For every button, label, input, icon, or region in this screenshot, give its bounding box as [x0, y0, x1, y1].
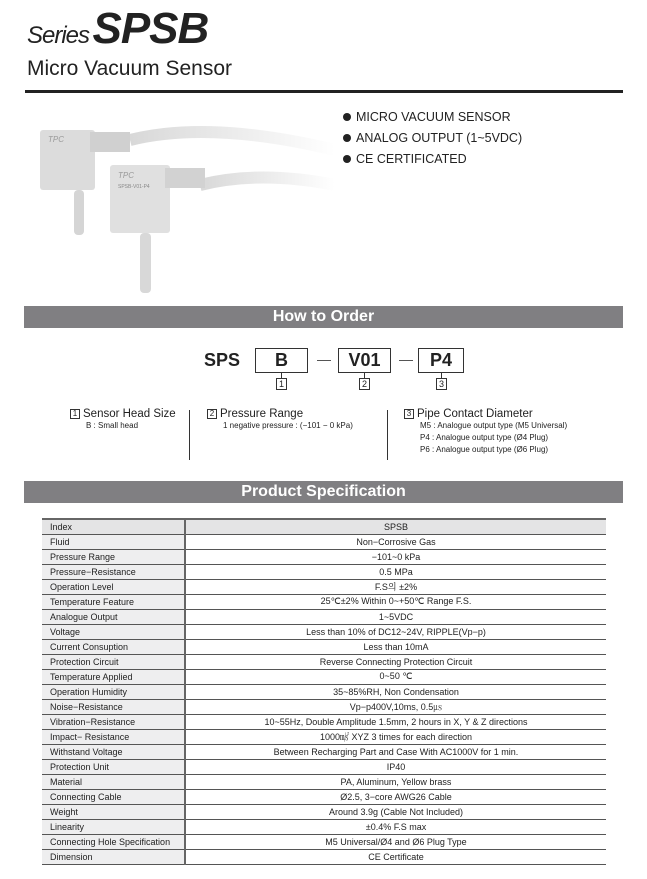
spec-value: Around 3.9g (Cable Not Included) — [185, 804, 606, 819]
spec-label: Voltage — [42, 624, 185, 639]
spec-label: Weight — [42, 804, 185, 819]
table-row — [42, 729, 606, 744]
dash — [399, 360, 413, 361]
bullet-icon — [343, 155, 351, 163]
table-row — [42, 654, 606, 669]
table-row — [42, 669, 606, 684]
bullet-icon — [343, 134, 351, 142]
feature-item — [343, 149, 522, 170]
table-row — [42, 744, 606, 759]
spec-value: 1000㎨ XYZ 3 times for each direction — [185, 729, 606, 744]
legend-detail: P4 : Analogue output type (Ø4 Plug) — [420, 433, 549, 442]
spec-label: Analogue Output — [42, 609, 185, 624]
table-row — [42, 579, 606, 594]
spec-label: Pressure Range — [42, 549, 185, 564]
table-row — [42, 774, 606, 789]
spec-value: IP40 — [185, 759, 606, 774]
order-prefix: SPS — [204, 350, 241, 370]
subtitle: Micro Vacuum Sensor — [27, 57, 233, 80]
dash — [317, 360, 331, 361]
table-row — [42, 684, 606, 699]
model-name: SPSB — [92, 4, 209, 53]
table-row — [42, 819, 606, 834]
spec-label: Connecting Hole Specification — [42, 834, 185, 849]
spec-value: 1~5VDC — [185, 609, 606, 624]
spec-label: Operation Level — [42, 579, 185, 594]
legend-detail: B : Small head — [86, 421, 139, 430]
table-row — [42, 759, 606, 774]
spec-label: Linearity — [42, 819, 185, 834]
spec-label: Pressure−Resistance — [42, 564, 185, 579]
spec-label: Fluid — [42, 534, 185, 549]
spec-label: Temperature Feature — [42, 594, 185, 609]
code-box: V01 — [338, 348, 391, 373]
table-row — [42, 534, 606, 549]
spec-value: CE Certificate — [185, 849, 606, 864]
spec-value: 25℃±2% Within 0~+50℃ Range F.S. — [185, 594, 606, 609]
product-logo-2: TPC — [118, 171, 134, 180]
legend-title: Sensor Head Size — [83, 408, 176, 420]
product-image — [30, 110, 340, 300]
spec-label: Vibration−Resistance — [42, 714, 185, 729]
bullet-icon — [343, 113, 351, 121]
divider — [25, 90, 623, 93]
divider — [189, 410, 190, 460]
spec-label: Index — [42, 519, 185, 534]
spec-label: Noise−Resistance — [42, 699, 185, 714]
legend-number: 1 — [70, 409, 80, 419]
feature-list — [343, 107, 522, 170]
spec-table — [42, 518, 606, 865]
series-title — [27, 4, 208, 54]
feature-text: MICRO VACUUM SENSOR — [356, 110, 511, 124]
spec-label: Material — [42, 774, 185, 789]
spec-label: Withstand Voltage — [42, 744, 185, 759]
table-row — [42, 804, 606, 819]
product-specification-banner: Product Specification — [24, 481, 623, 503]
series-label: Series — [27, 22, 90, 49]
spec-value: M5 Universal/Ø4 and Ø6 Plug Type — [185, 834, 606, 849]
spec-label: Protection Circuit — [42, 654, 185, 669]
table-row — [42, 519, 606, 534]
code-box: B — [255, 348, 308, 373]
table-row — [42, 849, 606, 864]
spec-value: ±0.4% F.S max — [185, 819, 606, 834]
table-row — [42, 639, 606, 654]
feature-text: ANALOG OUTPUT (1~5VDC) — [356, 131, 523, 145]
legend-title: Pressure Range — [220, 408, 304, 420]
legend-head-size — [70, 408, 176, 432]
product-label: SPSB-V01-P4 — [118, 184, 150, 190]
legend-number: 2 — [207, 409, 217, 419]
spec-label: Dimension — [42, 849, 185, 864]
legend-title: Pipe Contact Diameter — [417, 408, 533, 420]
how-to-order-banner: How to Order — [24, 306, 623, 328]
spec-value: Reverse Connecting Protection Circuit — [185, 654, 606, 669]
spec-value: SPSB — [185, 519, 606, 534]
table-row — [42, 624, 606, 639]
legend-pipe-diameter — [404, 408, 567, 456]
table-row — [42, 549, 606, 564]
feature-text: CE CERTIFICATED — [356, 152, 467, 166]
table-row — [42, 609, 606, 624]
spec-value: Less than 10% of DC12~24V, RIPPLE(Vp−p) — [185, 624, 606, 639]
spec-value: −101~0 kPa — [185, 549, 606, 564]
legend-detail: 1 negative pressure : (−101 − 0 kPa) — [223, 421, 353, 430]
spec-value: 35~85%RH, Non Condensation — [185, 684, 606, 699]
spec-value: F.S의 ±2% — [185, 579, 606, 594]
spec-label: Protection Unit — [42, 759, 185, 774]
table-row — [42, 789, 606, 804]
spec-value: PA, Aluminum, Yellow brass — [185, 774, 606, 789]
spec-label: Temperature Applied — [42, 669, 185, 684]
product-logo: TPC — [48, 135, 64, 144]
spec-value: Less than 10mA — [185, 639, 606, 654]
table-row — [42, 564, 606, 579]
spec-label: Current Consuption — [42, 639, 185, 654]
spec-value: Vp−p400V,10ms, 0.5㎲ — [185, 699, 606, 714]
feature-item — [343, 128, 522, 149]
feature-item — [343, 107, 522, 128]
spec-label: Operation Humidity — [42, 684, 185, 699]
spec-label: Connecting Cable — [42, 789, 185, 804]
divider — [387, 410, 388, 460]
spec-value: 0~50 ℃ — [185, 669, 606, 684]
code-number: 2 — [359, 378, 370, 390]
code-number: 1 — [276, 378, 287, 390]
table-row — [42, 594, 606, 609]
code-number: 3 — [436, 378, 447, 390]
spec-value: Non−Corrosive Gas — [185, 534, 606, 549]
spec-value: Between Recharging Part and Case With AC1000V for 1 min. — [185, 744, 606, 759]
code-box: P4 — [418, 348, 464, 373]
spec-label: Impact− Resistance — [42, 729, 185, 744]
table-row — [42, 834, 606, 849]
legend-pressure-range — [207, 408, 353, 432]
spec-value: Ø2.5, 3−core AWG26 Cable — [185, 789, 606, 804]
legend-number: 3 — [404, 409, 414, 419]
spec-value: 10~55Hz, Double Amplitude 1.5mm, 2 hours in X, Y & Z directions — [185, 714, 606, 729]
legend-detail: P6 : Analogue output type (Ø6 Plug) — [420, 445, 549, 454]
spec-value: 0.5 MPa — [185, 564, 606, 579]
legend-detail: M5 : Analogue output type (M5 Universal) — [420, 421, 568, 430]
table-row — [42, 714, 606, 729]
order-code — [0, 345, 647, 395]
table-row — [42, 699, 606, 714]
